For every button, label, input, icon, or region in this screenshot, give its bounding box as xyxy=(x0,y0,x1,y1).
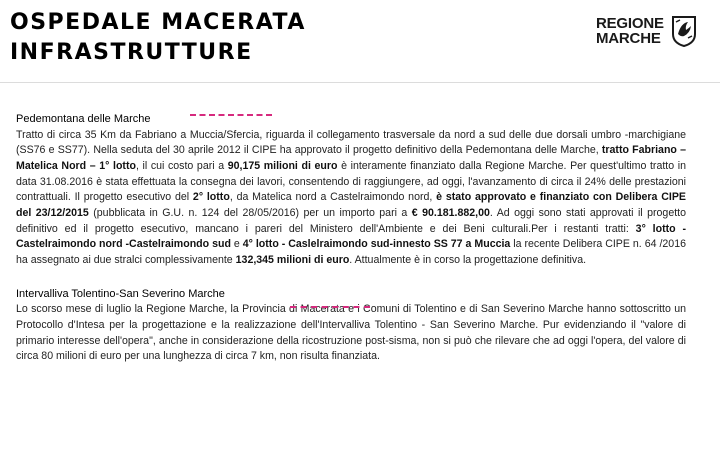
section-title: Pedemontana delle Marche xyxy=(16,113,151,125)
bold-text-run: 4° lotto - Caslelraimondo sud-innesto SS 77 a Muccia xyxy=(242,238,511,251)
text-run: . Attualmente è in corso la progettazione definitiva. xyxy=(349,254,587,267)
text-run: Tratto di circa 35 Km da Fabriano a Muccia/Sfercia, riguarda il collegamento trasversale da nord a sud delle due dorsali umbro -marchigiane (SS76 e SS77). Nella seduta del 30 aprile 2012 il CIPE ha approvato il progetto definitivo della Pedemontana delle Marche, xyxy=(16,128,686,157)
annotation-dash-2 xyxy=(290,306,370,308)
annotation-dash-1 xyxy=(190,114,272,116)
regione-marche-logo xyxy=(596,8,712,54)
text-run: , da Matelica nord a Castelraimondo nord, xyxy=(229,191,437,204)
text-run: (pubblicata in G.U. n. 124 del 28/05/2016) per un importo pari a xyxy=(88,207,412,220)
bold-text-run: € 90.181.882,00 xyxy=(411,207,490,220)
regione-marche-emblem-icon xyxy=(670,14,698,48)
text-run: e xyxy=(230,238,243,251)
slide-header xyxy=(0,0,720,83)
bold-text-run: è stato approvato e finanziato con Delibera CIPE del 23/12/2015 xyxy=(16,191,686,220)
slide-content xyxy=(16,112,686,383)
section-pedemontana xyxy=(16,112,686,269)
text-run: , il cui costo pari a xyxy=(135,159,228,172)
title-line-1: OSPEDALE MACERATA xyxy=(10,10,306,35)
text-run: è interamente finanziato dalla Regione Marche. Per quest'ultimo tratto in data 31.08.2016 è stata effettuata la consegna dei lavori, consentendo di raggiungere, ad oggi, l'avanzamento di circa il 24% delle prestazioni contrattuali. Il progetto esecutivo del xyxy=(16,159,686,204)
text-run: la recente Delibera CIPE n. 64 /2016 ha assegnato ai due stralci complessivamente xyxy=(16,238,686,267)
slide-title xyxy=(10,8,306,68)
text-run: . Ad oggi sono stati approvati il progetto definitivo ed il progetto esecutivo, mancano i pareri del Ministero dell'Ambiente e dei Beni culturali.Per i restanti tratti: xyxy=(16,207,686,235)
logo-line-1: REGIONE xyxy=(596,15,664,32)
logo-line-2: MARCHE xyxy=(596,30,661,47)
section-intervalliva xyxy=(16,287,686,365)
bold-text-run: 132,345 milioni di euro xyxy=(235,254,350,267)
bold-text-run: 2° lotto xyxy=(192,191,230,204)
section-paragraph xyxy=(16,128,686,269)
bold-text-run: tratto Fabriano – Matelica Nord – 1° lotto xyxy=(16,144,686,172)
bold-text-run: 90,175 milioni di euro xyxy=(227,159,338,172)
bold-text-run: 3° lotto - Castelraimondo nord -Castelraimondo sud xyxy=(16,222,687,251)
section-title: Intervalliva Tolentino-San Severino Marche xyxy=(16,287,225,300)
section-paragraph xyxy=(16,302,686,365)
text-run: Lo scorso mese di luglio la Regione Marche, la Provincia di Macerata e i Comuni di Tolentino e di San Severino Marche hanno sottoscritto un Protocollo d'Intesa per la progettazione e la realizzazione dell'Intervalliva Tolentino - San Severino Marche. Pur evidenziando il "valore di primario interesse dell'opera", anche in considerazione della ricostruzione post-sisma, non si può che rilevare che ad oggi l'opera, del valore di circa 80 milioni di euro per una lunghezza di circa 7 km, non risulta finanziata. xyxy=(16,303,686,363)
logo-wordmark xyxy=(596,16,664,46)
title-line-2: INFRASTRUTTURE xyxy=(10,40,253,65)
